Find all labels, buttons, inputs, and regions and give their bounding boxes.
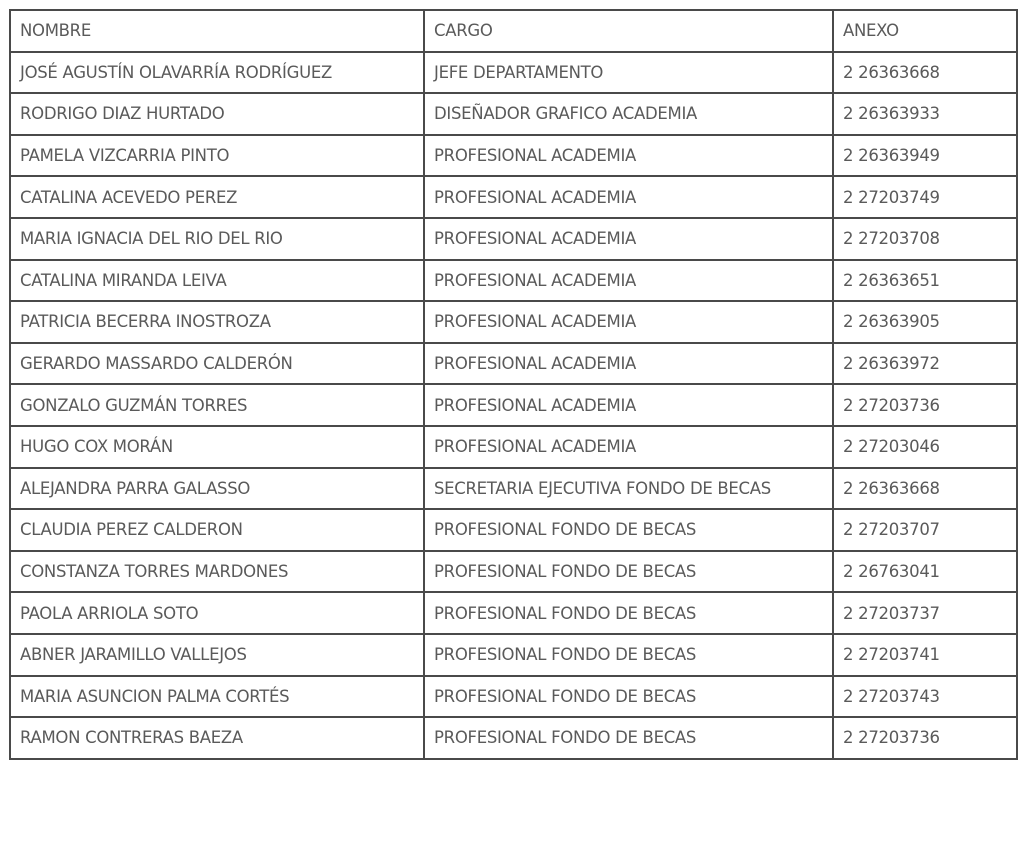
staff-directory-table <box>9 9 1018 760</box>
cell-cargo: PROFESIONAL ACADEMIA <box>424 301 833 343</box>
cell-cargo: PROFESIONAL FONDO DE BECAS <box>424 551 833 593</box>
cell-cargo: PROFESIONAL FONDO DE BECAS <box>424 634 833 676</box>
cell-anexo: 2 27203736 <box>833 717 1017 759</box>
cell-cargo: JEFE DEPARTAMENTO <box>424 52 833 94</box>
cell-nombre: PATRICIA BECERRA INOSTROZA <box>10 301 424 343</box>
cell-anexo: 2 27203741 <box>833 634 1017 676</box>
table-row <box>10 93 1017 135</box>
cell-cargo: PROFESIONAL FONDO DE BECAS <box>424 509 833 551</box>
cell-cargo: PROFESIONAL ACADEMIA <box>424 426 833 468</box>
cell-anexo: 2 27203707 <box>833 509 1017 551</box>
cell-cargo: PROFESIONAL ACADEMIA <box>424 176 833 218</box>
cell-anexo: 2 27203749 <box>833 176 1017 218</box>
cell-anexo: 2 26363905 <box>833 301 1017 343</box>
cell-cargo: PROFESIONAL ACADEMIA <box>424 218 833 260</box>
cell-cargo: PROFESIONAL ACADEMIA <box>424 135 833 177</box>
cell-anexo: 2 26363933 <box>833 93 1017 135</box>
cell-nombre: PAOLA ARRIOLA SOTO <box>10 592 424 634</box>
cell-cargo: PROFESIONAL ACADEMIA <box>424 260 833 302</box>
table-row <box>10 260 1017 302</box>
cell-anexo: 2 26363651 <box>833 260 1017 302</box>
cell-nombre: PAMELA VIZCARRIA PINTO <box>10 135 424 177</box>
table-row <box>10 592 1017 634</box>
cell-nombre: MARIA IGNACIA DEL RIO DEL RIO <box>10 218 424 260</box>
cell-anexo: 2 26363668 <box>833 52 1017 94</box>
cell-cargo: PROFESIONAL FONDO DE BECAS <box>424 592 833 634</box>
cell-nombre: ABNER JARAMILLO VALLEJOS <box>10 634 424 676</box>
table-row <box>10 301 1017 343</box>
cell-cargo: SECRETARIA EJECUTIVA FONDO DE BECAS <box>424 468 833 510</box>
header-anexo: ANEXO <box>833 10 1017 52</box>
table-row <box>10 676 1017 718</box>
cell-anexo: 2 27203736 <box>833 384 1017 426</box>
table-header <box>10 10 1017 52</box>
table-row <box>10 218 1017 260</box>
table-row <box>10 468 1017 510</box>
cell-anexo: 2 26363972 <box>833 343 1017 385</box>
cell-nombre: CONSTANZA TORRES MARDONES <box>10 551 424 593</box>
table-row <box>10 717 1017 759</box>
header-row <box>10 10 1017 52</box>
cell-anexo: 2 26363949 <box>833 135 1017 177</box>
cell-nombre: RAMON CONTRERAS BAEZA <box>10 717 424 759</box>
cell-anexo: 2 27203743 <box>833 676 1017 718</box>
cell-nombre: JOSÉ AGUSTÍN OLAVARRÍA RODRÍGUEZ <box>10 52 424 94</box>
cell-anexo: 2 27203737 <box>833 592 1017 634</box>
header-cargo: CARGO <box>424 10 833 52</box>
header-nombre: NOMBRE <box>10 10 424 52</box>
cell-nombre: CLAUDIA PEREZ CALDERON <box>10 509 424 551</box>
cell-nombre: GONZALO GUZMÁN TORRES <box>10 384 424 426</box>
cell-nombre: RODRIGO DIAZ HURTADO <box>10 93 424 135</box>
cell-anexo: 2 26363668 <box>833 468 1017 510</box>
cell-nombre: MARIA ASUNCION PALMA CORTÉS <box>10 676 424 718</box>
table-row <box>10 176 1017 218</box>
table-row <box>10 551 1017 593</box>
cell-nombre: CATALINA ACEVEDO PEREZ <box>10 176 424 218</box>
table-row <box>10 634 1017 676</box>
cell-nombre: ALEJANDRA PARRA GALASSO <box>10 468 424 510</box>
table-row <box>10 384 1017 426</box>
cell-anexo: 2 27203046 <box>833 426 1017 468</box>
cell-cargo: PROFESIONAL FONDO DE BECAS <box>424 676 833 718</box>
cell-cargo: PROFESIONAL ACADEMIA <box>424 384 833 426</box>
cell-anexo: 2 27203708 <box>833 218 1017 260</box>
cell-nombre: CATALINA MIRANDA LEIVA <box>10 260 424 302</box>
table-row <box>10 343 1017 385</box>
cell-cargo: PROFESIONAL FONDO DE BECAS <box>424 717 833 759</box>
table-row <box>10 426 1017 468</box>
cell-anexo: 2 26763041 <box>833 551 1017 593</box>
table-body <box>10 52 1017 759</box>
cell-nombre: GERARDO MASSARDO CALDERÓN <box>10 343 424 385</box>
cell-nombre: HUGO COX MORÁN <box>10 426 424 468</box>
cell-cargo: PROFESIONAL ACADEMIA <box>424 343 833 385</box>
cell-cargo: DISEÑADOR GRAFICO ACADEMIA <box>424 93 833 135</box>
table-row <box>10 135 1017 177</box>
table-row <box>10 509 1017 551</box>
table-row <box>10 52 1017 94</box>
